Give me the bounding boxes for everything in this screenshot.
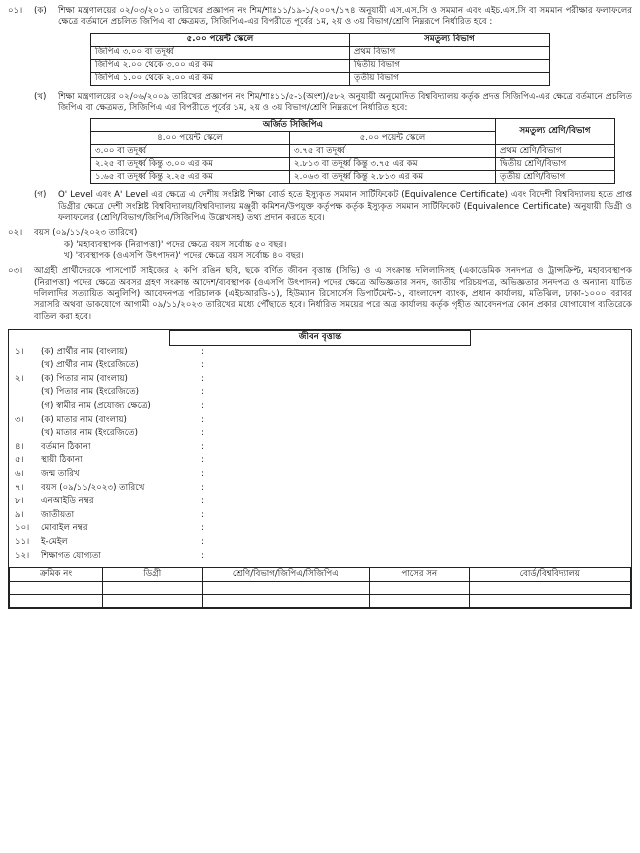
table-header: ক্রমিক নং bbox=[10, 568, 103, 582]
table-header: ডিগ্রী bbox=[103, 568, 202, 582]
section-text: শিক্ষা মন্ত্রণালয়ের ০২/০৩/২০১০ তারিখের প্রজ্ঞাপন নং শিম/শাঃ১১/১৯-১/২০০৭/১৭৪ অনুযায়ী এস.এস.সি ও সমমান এবং এইচ.এস.সি বা সমমান পরীক্ষার ফলাফলের ক্ষেত্রে বর্তমানে প্রচলিত জিপিএ বা ক্ষেত্রমত, সিজিপিএ-এর বিপরীতে পূর্বের ১ম, ২য় ও ৩য় বিভাগ/শ্রেণি নিম্নরূপে নির্ধারিত হবে : bbox=[58, 6, 632, 28]
table-row bbox=[91, 171, 615, 184]
section-number: ০৩। bbox=[8, 266, 23, 277]
table-cell: ২.০৬৩ বা তদূর্ধ্ব কিন্তু ২.৮১৩ এর কম bbox=[290, 171, 496, 184]
table-cell: ২.২৫ বা তদূর্ধ্ব কিন্তু ৩.০০ এর কম bbox=[91, 158, 290, 171]
form-field bbox=[9, 495, 631, 509]
sub-label: (গ) bbox=[34, 190, 47, 201]
field-number: ৩। bbox=[15, 414, 24, 425]
field-label: (গ) স্বামীর নাম (প্রযোজ্য ক্ষেত্রে) bbox=[41, 401, 151, 411]
table-cell: জিপিএ ২.০০ থেকে ৩.০০ এর কম bbox=[91, 59, 350, 72]
field-number: ১১। bbox=[15, 536, 30, 547]
table-row bbox=[91, 59, 550, 72]
field-number: ১। bbox=[15, 346, 24, 357]
section-2 bbox=[8, 228, 632, 239]
form-field bbox=[9, 536, 631, 550]
field-label: মোবাইল নম্বর bbox=[41, 523, 88, 534]
table-cell[interactable] bbox=[10, 582, 103, 595]
cgpa-equivalence-table bbox=[90, 118, 615, 184]
age-item: খ) 'ব্যবস্থাপক (ওএসপি উৎপাদন)' পদের ক্ষেত্রে বয়স সর্বোচ্চ ৪০ বছর। bbox=[64, 251, 304, 262]
cv-form bbox=[8, 329, 632, 609]
table-header: সমতুল্য বিভাগ bbox=[350, 33, 550, 46]
form-field bbox=[9, 509, 631, 523]
form-field bbox=[9, 549, 631, 563]
section-number: ০২। bbox=[8, 228, 23, 239]
field-label: এনআইডি নম্বর bbox=[41, 496, 94, 507]
table-cell: ১.৬৫ বা তদূর্ধ্ব কিন্তু ২.২৫ এর কম bbox=[91, 171, 290, 184]
form-field bbox=[9, 481, 631, 495]
form-field bbox=[9, 427, 631, 441]
section-number: ০১। bbox=[8, 6, 23, 16]
table-row bbox=[10, 595, 631, 608]
section-text: শিক্ষা মন্ত্রণালয়ের ০২/০৬/২০০৯ তারিখের প্রজ্ঞাপন নং শিম/শাঃ১১/৫-১(অংশ)/৫৮২ অনুযায়ী অনুমোদিত বিশ্ববিদ্যালয় কর্তৃক প্রদত্ত সিজিপিএ-এর ক্ষেত্রে বর্তমানে প্রচলিত জিপিএ বা ক্ষেত্রমত, সিজিপিএ এর বিপরীতে পূর্বের ১ম, ২য় ও ৩য় বিভাগ/শ্রেণি নিম্নরূপে নির্ধারিত হবে: bbox=[58, 91, 632, 114]
table-cell: দ্বিতীয় শ্রেণি/বিভাগ bbox=[496, 158, 615, 171]
field-label: (ক) প্রার্থীর নাম (বাংলায়) bbox=[41, 346, 128, 357]
field-colon: : bbox=[201, 482, 204, 493]
education-table bbox=[9, 567, 631, 608]
table-cell[interactable] bbox=[103, 595, 202, 608]
section-1c bbox=[8, 190, 632, 224]
table-cell[interactable] bbox=[370, 582, 469, 595]
table-cell: প্রথম বিভাগ bbox=[350, 46, 550, 59]
section-text: আগ্রহী প্রার্থীদেরকে পাসপোর্ট সাইজের ২ কপি রঙিন ছবি, ছকে বর্ণিত জীবন বৃত্তান্ত (সিভি) ও এ সংক্রান্ত দলিলাদিসহ (একাডেমিক সনদপত্র ও ট্রান্সক্রিপ্ট, মহাব্যবস্থাপক (নিরাপত্তা) পদের ক্ষেত্রে অবসর গ্রহণ সংক্রান্ত আদেশ/ব্যবস্থাপক (ওএসপি উৎপাদন) পদের ক্ষেত্রে অভিজ্ঞতার সনদ, জাতীয় পরিচয়পত্র, অভিজ্ঞতার সনদপত্র ও অন্যান্য যাচিত দলিলাদির সত্যায়িত অনুলিপি) আবেদনপত্র পরিচালক (এইচআরডি-১), হিউম্যান রিসোর্সেস ডিপার্টমেন্ট-১, বাংলাদেশ ব্যাংক, প্রধান কার্যালয়, মতিঝিল, ঢাকা-১০০০ বরাবর সরাসরি অথবা ডাকযোগে আগামী ০৯/১১/২০২৩ তারিখের মধ্যে পৌঁছাতে হবে। নির্ধারিত সময়ের পরে অত্র কার্যালয় কর্তৃক গৃহীত আবেদনপত্র কোন প্রকার যোগাযোগ ব্যতিরেকে বাতিল করা হবে। bbox=[34, 266, 632, 322]
field-number: ৮। bbox=[15, 496, 24, 507]
age-item: ক) 'মহাব্যবস্থাপক (নিরাপত্তা)' পদের ক্ষেত্রে বয়স সর্বোচ্চ ৫০ বছর। bbox=[64, 239, 287, 250]
table-cell[interactable] bbox=[10, 595, 103, 608]
field-label: বয়স (০৯/১১/২০২৩) তারিখে bbox=[41, 482, 145, 493]
table-cell: তৃতীয় শ্রেণি/বিভাগ bbox=[496, 171, 615, 184]
field-colon: : bbox=[201, 536, 204, 547]
form-field bbox=[9, 468, 631, 482]
field-label: (ক) মাতার নাম (বাংলায়) bbox=[41, 414, 127, 425]
table-row bbox=[91, 145, 615, 158]
table-row bbox=[91, 72, 550, 85]
gpa-equivalence-table bbox=[90, 33, 550, 86]
field-label: ই-মেইল bbox=[41, 536, 68, 547]
field-colon: : bbox=[201, 346, 204, 357]
form-field bbox=[9, 373, 631, 387]
field-colon: : bbox=[201, 468, 204, 479]
field-colon: : bbox=[201, 360, 204, 371]
field-colon: : bbox=[201, 550, 204, 561]
field-label: শিক্ষাগত যোগ্যতা bbox=[41, 550, 101, 561]
field-number: ৭। bbox=[15, 482, 24, 493]
field-label: স্থায়ী ঠিকানা bbox=[41, 455, 83, 466]
field-label: বর্তমান ঠিকানা bbox=[41, 441, 91, 452]
field-colon: : bbox=[201, 441, 204, 452]
table-header: সমতুল্য শ্রেণি/বিভাগ bbox=[496, 119, 615, 145]
table-cell: ২.৮১৩ বা তদূর্ধ্ব কিন্তু ৩.৭৫ এর কম bbox=[290, 158, 496, 171]
section-text: O' Level এবং A' Level এর ক্ষেত্রে এ দেশীয় সংশ্লিষ্ট শিক্ষা বোর্ড হতে ইস্যুকৃত সমমান সার্টিফিকেট (Equivalence Certificate) এবং বিদেশী বিশ্ববিদ্যালয় হতে প্রাপ্ত ডিগ্রীর ক্ষেত্রে দেশী সংশ্লিষ্ট বিশ্ববিদ্যালয়/বিশ্ববিদ্যালয় মঞ্জুরী কমিশন/উপযুক্ত কর্তৃপক্ষ কর্তৃক ইস্যুকৃত সমমান সার্টিফিকেট (Equivalence Certificate) অনুযায়ী ডিগ্রী ও ফলাফলের (শ্রেণি/বিভাগ/জিপিএ/সিজিপিএ উল্লেখসহ) তথ্য প্রদান করতে হবে। bbox=[58, 190, 632, 224]
field-colon: : bbox=[201, 387, 204, 398]
field-colon: : bbox=[201, 428, 204, 439]
table-cell[interactable] bbox=[370, 595, 469, 608]
section-1b bbox=[8, 92, 632, 115]
form-field bbox=[9, 413, 631, 427]
form-field bbox=[9, 359, 631, 373]
field-number: ২। bbox=[15, 373, 24, 384]
field-number: ৯। bbox=[15, 509, 24, 520]
age-limits bbox=[64, 240, 632, 263]
table-cell[interactable] bbox=[469, 582, 630, 595]
field-number: ১২। bbox=[15, 550, 30, 561]
table-row bbox=[91, 46, 550, 59]
table-cell: প্রথম শ্রেণি/বিভাগ bbox=[496, 145, 615, 158]
table-cell: ৩.৭৫ বা তদূর্ধ্ব bbox=[290, 145, 496, 158]
table-header: পাসের সন bbox=[370, 568, 469, 582]
field-label: (খ) পিতার নাম (ইংরেজিতে) bbox=[41, 387, 139, 398]
table-row bbox=[91, 158, 615, 171]
table-cell: তৃতীয় বিভাগ bbox=[350, 72, 550, 85]
field-colon: : bbox=[201, 455, 204, 466]
table-cell[interactable] bbox=[202, 582, 370, 595]
table-cell[interactable] bbox=[469, 595, 630, 608]
form-field bbox=[9, 386, 631, 400]
table-cell[interactable] bbox=[103, 582, 202, 595]
field-label: (ক) পিতার নাম (বাংলায়) bbox=[41, 373, 128, 384]
field-label: জন্ম তারিখ bbox=[41, 468, 80, 479]
table-row bbox=[10, 582, 631, 595]
field-colon: : bbox=[201, 373, 204, 384]
field-number: ১০। bbox=[15, 523, 30, 534]
field-label: (খ) প্রার্থীর নাম (ইংরেজিতে) bbox=[41, 360, 139, 371]
table-cell: জিপিএ ৩.০০ বা তদূর্ধ্ব bbox=[91, 46, 350, 59]
form-field bbox=[9, 400, 631, 414]
document-page bbox=[8, 0, 632, 609]
table-subheader: ৫.০০ পয়েন্ট স্কেলে bbox=[290, 132, 496, 145]
section-heading: বয়স (০৯/১১/২০২৩ তারিখে) bbox=[34, 228, 138, 239]
field-colon: : bbox=[201, 523, 204, 534]
table-subheader: ৪.০০ পয়েন্ট স্কেলে bbox=[91, 132, 290, 145]
field-label: (খ) মাতার নাম (ইংরেজিতে) bbox=[41, 428, 138, 439]
field-colon: : bbox=[201, 496, 204, 507]
table-header: বোর্ড/বিশ্ববিদ্যালয় bbox=[469, 568, 630, 582]
sub-label: (খ) bbox=[34, 91, 47, 102]
form-field bbox=[9, 346, 631, 360]
table-cell[interactable] bbox=[202, 595, 370, 608]
table-cell: ৩.০০ বা তদূর্ধ্ব bbox=[91, 145, 290, 158]
field-colon: : bbox=[201, 509, 204, 520]
table-cell: জিপিএ ১.০০ থেকে ২.০০ এর কম bbox=[91, 72, 350, 85]
table-header: শ্রেণি/বিভাগ/জিপিএ/সিজিপিএ bbox=[202, 568, 370, 582]
table-header: ৫.০০ পয়েন্ট স্কেলে bbox=[91, 33, 350, 46]
form-field bbox=[9, 441, 631, 455]
section-1a bbox=[8, 6, 632, 29]
table-header: অর্জিত সিজিপিএ bbox=[91, 119, 496, 132]
cv-title: জীবন বৃত্তান্ত bbox=[169, 330, 471, 345]
section-3 bbox=[8, 266, 632, 323]
field-number: ৫। bbox=[15, 455, 24, 466]
sub-label: (ক) bbox=[34, 6, 47, 16]
form-field bbox=[9, 454, 631, 468]
field-colon: : bbox=[201, 401, 204, 411]
field-number: ৪। bbox=[15, 441, 24, 452]
table-cell: দ্বিতীয় বিভাগ bbox=[350, 59, 550, 72]
field-label: জাতীয়তা bbox=[41, 509, 75, 520]
field-number: ৬। bbox=[15, 468, 24, 479]
form-field bbox=[9, 522, 631, 536]
field-colon: : bbox=[201, 414, 204, 425]
